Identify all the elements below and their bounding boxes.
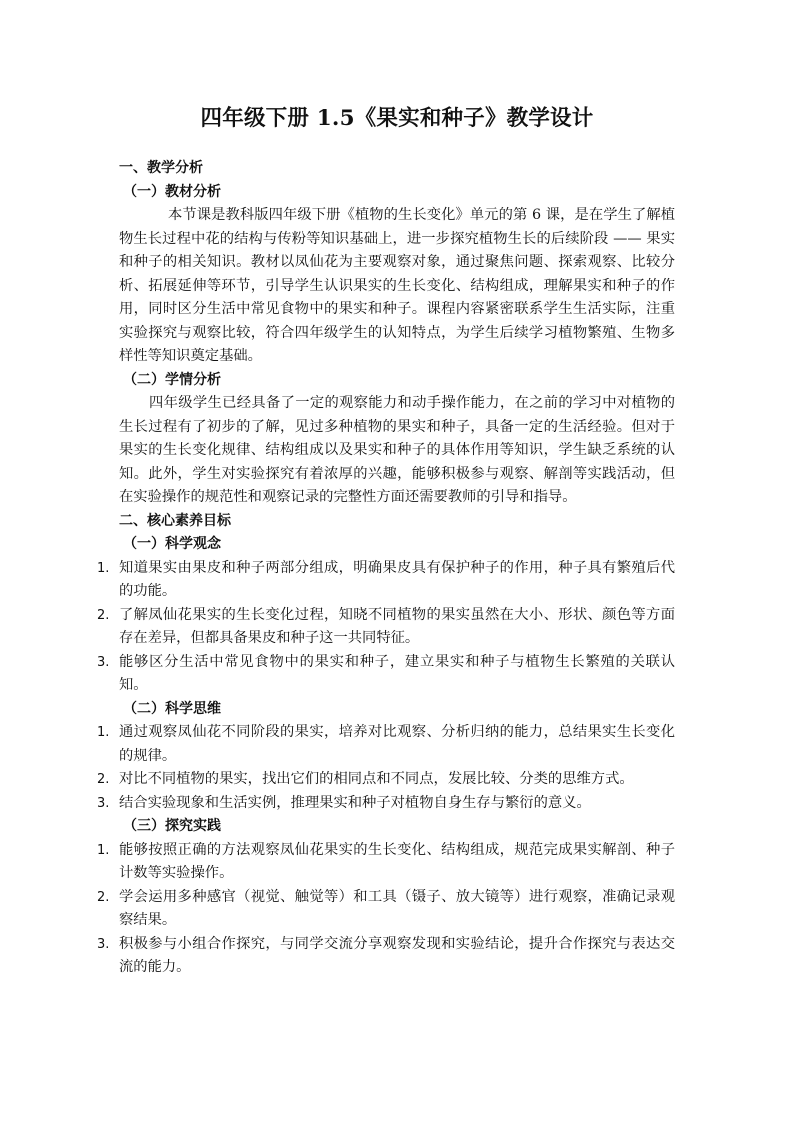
list-item (97, 768, 675, 792)
list-number: 1. (97, 725, 110, 740)
inquiry-practice-list (97, 839, 675, 980)
list-item-text: 学会运用多种感官（视觉、触觉等）和工具（镊子、放大镜等）进行观察，准确记录观察结果。 (119, 888, 675, 928)
student-analysis-paragraph: 四年级学生已经具备了一定的观察能力和动手操作能力，在之前的学习中对植物的生长过程有了初步的了解，见过多种植物的果实和种子，具备一定的生活经验。但对于果实的生长变化规律、结构组成以及果实和种子的具体作用等知识，学生缺乏系统的认知。此外，学生对实验探究有着浓厚的兴趣，能够积极参与观察、解剖等实践活动，但在实验操作的规范性和观察记录的完整性方面还需要教师的引导和指导。 (119, 395, 675, 505)
list-item (97, 651, 675, 698)
list-number: 2. (97, 607, 110, 623)
list-item-text: 积极参与小组合作探究，与同学交流分享观察发现和实验结论，提升合作探究与表达交流的能力。 (119, 935, 675, 975)
science-concepts-list (97, 557, 675, 698)
list-item (97, 886, 675, 933)
science-thinking-list (97, 721, 675, 815)
list-number: 2. (97, 889, 110, 905)
list-number: 3. (97, 654, 110, 670)
list-item (97, 721, 675, 768)
list-number: 3. (97, 795, 110, 811)
document-body (97, 157, 675, 980)
document-title: 四年级下册 1.5《果实和种子》教学设计 (200, 106, 594, 131)
list-item-text: 结合实验现象和生活实例，推理果实和种子对植物自身生存与繁衍的意义。 (119, 794, 591, 811)
subsection-heading-science-thinking: （二）科学思维 (123, 700, 221, 717)
subsection-heading-student-analysis: （二）学情分析 (123, 371, 221, 388)
list-item-text: 通过观察凤仙花不同阶段的果实，培养对比观察、分析归纳的能力，总结果实生长变化的规律。 (119, 724, 675, 764)
list-item (97, 604, 675, 651)
list-item (97, 839, 675, 886)
list-number: 1. (97, 842, 110, 858)
subsection-heading-textbook-analysis: （一）教材分析 (123, 183, 221, 200)
list-item (97, 557, 675, 604)
list-item-text: 能够区分生活中常见食物中的果实和种子，建立果实和种子与植物生长繁殖的关联认知。 (119, 653, 675, 693)
list-item-text: 能够按照正确的方法观察凤仙花果实的生长变化、结构组成，规范完成果实解剖、种子计数等实验操作。 (119, 841, 675, 881)
list-number: 2. (97, 772, 110, 787)
list-number: 1. (97, 560, 110, 576)
section-heading-core-goals: 二、核心素养目标 (119, 512, 231, 529)
subsection-heading-inquiry-practice: （三）探究实践 (123, 818, 221, 834)
subsection-heading-science-concepts: （一）科学观念 (123, 536, 221, 552)
list-item-text: 对比不同植物的果实，找出它们的相同点和不同点，发展比较、分类的思维方式。 (119, 771, 634, 787)
list-item-text: 知道果实由果皮和种子两部分组成，明确果皮具有保护种子的作用，种子具有繁殖后代的功能。 (119, 559, 675, 599)
list-item (97, 933, 675, 980)
section-heading-teaching-analysis: 一、教学分析 (119, 160, 203, 176)
textbook-analysis-paragraph: 本节课是教科版四年级下册《植物的生长变化》单元的第 6 课，是在学生了解植物生长过程中花的结构与传粉等知识基础上，进一步探究植物生长的后续阶段 —— 果实和种子的相关知识。教材以凤仙花为主要观察对象，通过聚焦问题、探索观察、比较分析、拓展延伸等环节，引导学生认识果实的生长变化、结构组成，理解果实和种子的作用，同时区分生活中常见食物中的果实和种子。课程内容紧密联系学生生活实际，注重实验探究与观察比较，符合四年级学生的认知特点，为学生后续学习植物繁殖、生物多样性等知识奠定基础。 (119, 207, 675, 364)
list-item-text: 了解凤仙花果实的生长变化过程，知晓不同植物的果实虽然在大小、形状、颜色等方面存在差异，但都具备果皮和种子这一共同特征。 (119, 606, 675, 646)
list-item (97, 792, 675, 816)
list-number: 3. (97, 936, 110, 952)
